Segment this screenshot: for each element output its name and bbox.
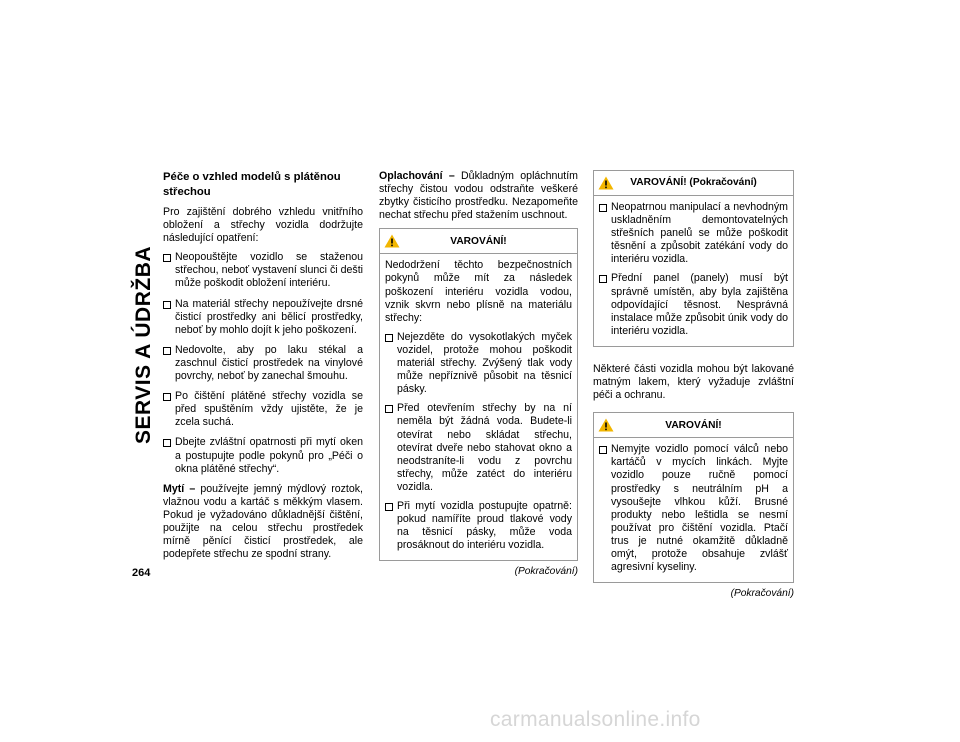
warning-box bbox=[379, 228, 578, 561]
list-item: Na materiál střechy nepoužívejte drsné čisticí prostředky ani bělicí prostředky, neboť by mohlo dojít k jeho poškození. bbox=[163, 298, 363, 337]
warning-box-2 bbox=[593, 412, 794, 583]
intro-paragraph: Pro zajištění dobrého vzhledu vnitřního obložení a střechy vozidla dodržujte následující opatření: bbox=[163, 206, 363, 245]
warning-icon bbox=[384, 234, 400, 248]
warning-title: VAROVÁNÍ! bbox=[665, 419, 722, 431]
section-tab bbox=[130, 135, 158, 555]
list-item: Při mytí vozidla postupujte opatrně: pokud namíříte proud tlakové vody na těsnicí pásky, může voda prosáknout do interiéru vozidla. bbox=[385, 500, 572, 552]
list-item: Neopouštějte vozidlo se staženou střechou, neboť vystavení slunci či dešti může poškodit obložení interiéru. bbox=[163, 251, 363, 290]
list-item: Nedovolte, aby po laku stékal a zaschnul čisticí prostředek na vinylové povrchy, neboť by zanechal šmouhu. bbox=[163, 344, 363, 383]
list-item: Dbejte zvláštní opatrnosti při mytí oken a postupujte podle pokynů pro „Péči o okna plátěné střechy“. bbox=[163, 436, 363, 475]
warning-body bbox=[594, 196, 793, 346]
list-item: Neopatrnou manipulací a nevhodným uskladněním demontovatelných střešních panelů se může poškodit těsnění a způsobit zatékání vody do interiéru vozidla. bbox=[599, 201, 788, 266]
rinse-text: Důkladným opláchnutím střechy čistou vodou odstraňte veškeré zbytky čisticího prostředku. Nezapomeňte nechat střechu před stažením uschnout. bbox=[379, 170, 578, 222]
checkbox-bullet-icon bbox=[599, 204, 607, 212]
page-number: 264 bbox=[132, 567, 151, 579]
checkbox-bullet-icon bbox=[163, 301, 171, 309]
watermark: carmanualsonline.info bbox=[490, 708, 701, 731]
checkbox-bullet-icon bbox=[385, 405, 393, 413]
warning-icon bbox=[598, 418, 614, 432]
paint-paragraph: Některé části vozidla mohou být lakované matným lakem, který vyžaduje zvláštní péči a ochranu. bbox=[593, 362, 794, 402]
care-list bbox=[163, 251, 363, 475]
list-item: Po čištění plátěné střechy vozidla se před spuštěním vždy ujistěte, že je zcela suchá. bbox=[163, 390, 363, 429]
warning-list bbox=[385, 331, 572, 553]
wash-paragraph bbox=[163, 483, 363, 562]
wash-text: používejte jemný mýdlový roztok, vlažnou vodu a kartáč s měkkým vlasem. Pokud je vyžadováno důkladnější čištění, použijte na celou střechu prostředek mírně pěnící čisticí prostředek, ale podepřete střechu ze spodní strany. bbox=[163, 482, 364, 561]
checkbox-bullet-icon bbox=[599, 275, 607, 283]
column-1 bbox=[163, 170, 363, 567]
wash-lead: Mytí – bbox=[163, 482, 196, 495]
checkbox-bullet-icon bbox=[163, 254, 171, 262]
warning-list bbox=[599, 443, 788, 574]
list-item: Přední panel (panely) musí být správně umístěn, aby byla zajištěna odpovídající těsnost. Nesprávná instalace může způsobit únik vody do interiéru vozidla. bbox=[599, 272, 788, 337]
warning-icon bbox=[598, 176, 614, 190]
warning-title: VAROVÁNÍ! bbox=[450, 235, 507, 247]
warning-body bbox=[594, 438, 793, 582]
list-item: Před otevřením střechy by na ní neměla být žádná voda. Budete-li otevírat nebo skládat střechu, otevírat dveře nebo stahovat okno a neodstraníte-li vodu z povrchu střechy, může zatéct do interiéru vozidla. bbox=[385, 402, 572, 494]
warning-body bbox=[380, 254, 577, 560]
warning-header bbox=[594, 413, 793, 438]
checkbox-bullet-icon bbox=[385, 334, 393, 342]
warning-header bbox=[380, 229, 577, 254]
warning-box-continued bbox=[593, 170, 794, 347]
section-tab-label: SERVIS A ÚDRŽBA bbox=[132, 245, 155, 445]
checkbox-bullet-icon bbox=[163, 393, 171, 401]
continued-note: (Pokračování) bbox=[514, 566, 578, 578]
continued-note: (Pokračování) bbox=[730, 588, 794, 600]
checkbox-bullet-icon bbox=[163, 347, 171, 355]
warning-intro: Nedodržení těchto bezpečnostních pokynů může mít za následek poškození interiéru vozidla vodou, vznik skvrn nebo plísně na materiálu střechy: bbox=[385, 259, 572, 324]
column-3 bbox=[593, 170, 794, 600]
list-item: Nejezděte do vysokotlakých myček vozidel, protože mohou poškodit materiál střechy. Zvýšený tlak vody může nepříznivě působit na těsnicí pásky. bbox=[385, 331, 572, 396]
section-heading: Péče o vzhled modelů s plátěnou střechou bbox=[163, 171, 341, 198]
rinse-lead: Oplachování – bbox=[379, 170, 455, 182]
checkbox-bullet-icon bbox=[599, 446, 607, 454]
column-2 bbox=[379, 170, 578, 578]
list-item: Nemyjte vozidlo pomocí válců nebo kartáčů v mycích linkách. Myjte vozidlo pouze ručně pomocí prostředky s neutrálním pH a vysoušejte vlhkou kůží. Brusné produkty nebo leštidla se nesmí používat pro čištění vozidla. Ptačí trus je nutné okamžitě důkladně omýt, protože obsahuje zvlášť agresivní kyseliny. bbox=[599, 443, 788, 574]
checkbox-bullet-icon bbox=[163, 439, 171, 447]
rinse-paragraph bbox=[379, 170, 578, 222]
warning-list bbox=[599, 201, 788, 338]
warning-title: VAROVÁNÍ! (Pokračování) bbox=[630, 177, 757, 189]
warning-header bbox=[594, 171, 793, 196]
checkbox-bullet-icon bbox=[385, 503, 393, 511]
